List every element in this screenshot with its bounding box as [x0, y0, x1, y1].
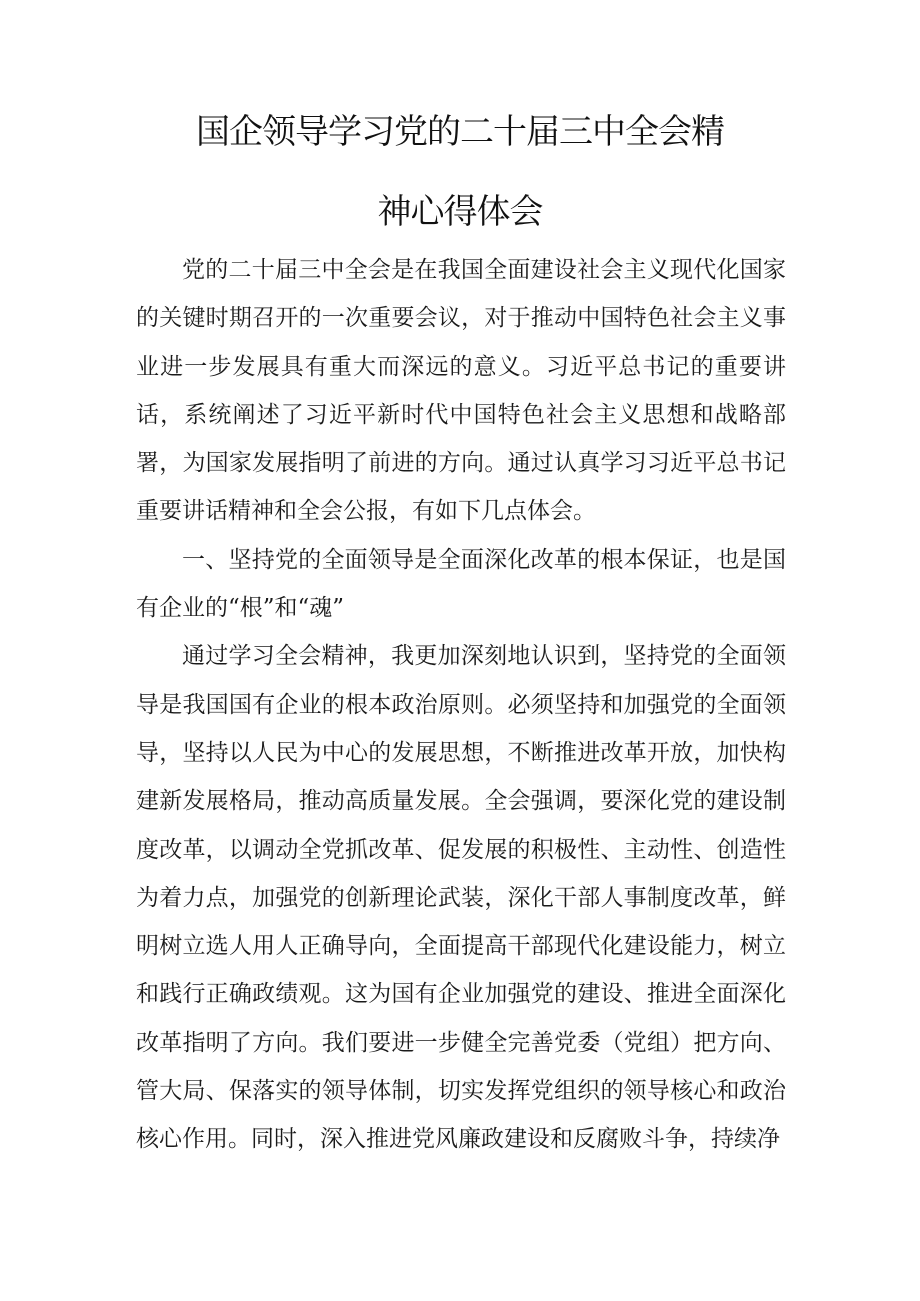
- document-title-line-2: 神心得体会: [377, 192, 543, 232]
- document-title-line-1: 国企领导学习党的二十届三中全会精: [196, 112, 724, 152]
- document-body: [136, 246, 786, 1164]
- paragraph-intro: 党的二十届三中全会是在我国全面建设社会主义现代化国家的关键时期召开的一次重要会议，对于推动中国特色社会主义事业进一步发展具有重大而深远的意义。习近平总书记的重要讲话，系统阐述了习近平新时代中国特色社会主义思想和战略部署，为国家发展指明了前进的方向。通过认真学习习近平总书记重要讲话精神和全会公报，有如下几点体会。: [136, 257, 786, 525]
- paragraph-section-1: 通过学习全会精神，我更加深刻地认识到，坚持党的全面领导是我国国有企业的根本政治原则。必须坚持和加强党的全面领导，坚持以人民为中心的发展思想，不断推进改革开放，加快构建新发展格局，推动高质量发展。全会强调，要深化党的建设制度改革，以调动全党抓改革、促发展的积极性、主动性、创造性为着力点，加强党的创新理论武装，深化干部人事制度改革，鲜明树立选人用人正确导向，全面提高干部现代化建设能力，树立和践行正确政绩观。这为国有企业加强党的建设、推进全面深化改革指明了方向。我们要进一步健全完善党委（党组）把方向、管大局、保落实的领导体制，切实发挥党组织的领导核心和政治核心作用。同时，深入推进党风廉政建设和反腐败斗争，持续净: [136, 643, 786, 1153]
- section-heading-1: 一、坚持党的全面领导是全面深化改革的根本保证，也是国有企业的“根”和“魂”: [136, 546, 786, 622]
